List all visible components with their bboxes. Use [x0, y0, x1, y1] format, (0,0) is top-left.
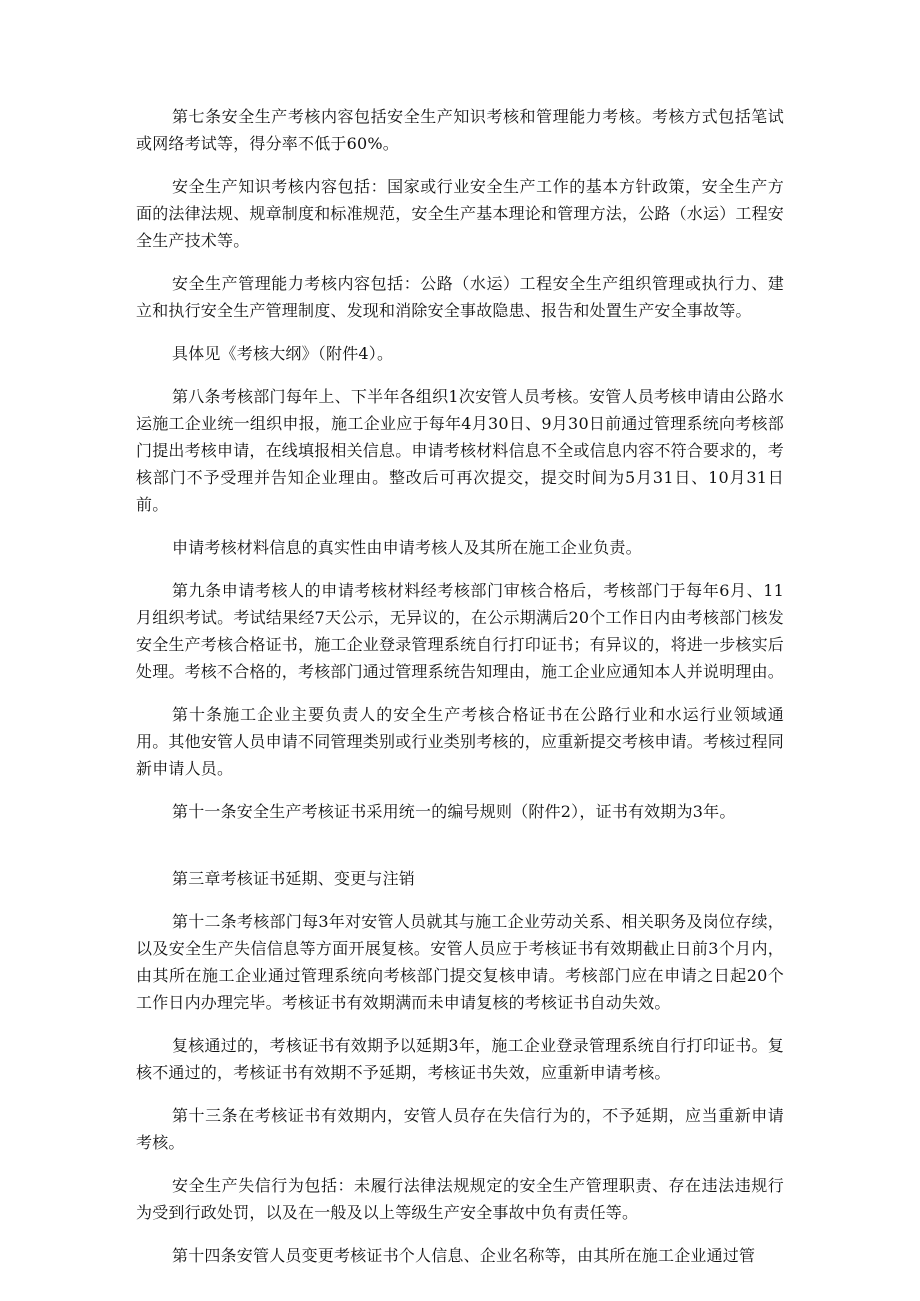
paragraph-article-14: 第十四条安管人员变更考核证书个人信息、企业名称等，由其所在施工企业通过管 [172, 1246, 756, 1265]
paragraph-knowledge-content: 安全生产知识考核内容包括：国家或行业安全生产工作的基本方针政策，安全生产方面的法律法规、规章制度和标准规范，安全生产基本理论和管理方法，公路（水运）工程安全生产技术等。 [136, 177, 785, 250]
paragraph-article-12: 第十二条考核部门每3年对安管人员就其与施工企业劳动关系、相关职务及岗位存续，以及安全生产失信信息等方面开展复核。安管人员应于考核证书有效期截止日前3个月内，由其所在施工企业通过管理系统向考核部门提交复核申请。考核部门应在申请之日起20个工作日内办理完毕。考核证书有效期满而未申请复核的考核证书自动失效。 [136, 912, 784, 1012]
chapter-title: 第三章考核证书延期、变更与注销 [172, 869, 416, 888]
paragraph-renewal: 复核通过的，考核证书有效期予以延期3年，施工企业登录管理系统自行打印证书。复核不通过的，考核证书有效期不予延期，考核证书失效，应重新申请考核。 [136, 1036, 784, 1082]
paragraph-article-13: 第十三条在考核证书有效期内，安管人员存在失信行为的，不予延期，应当重新申请考核。 [136, 1106, 784, 1152]
paragraph-management-content: 安全生产管理能力考核内容包括：公路（水运）工程安全生产组织管理或执行力、建立和执行安全生产管理制度、发现和消除安全事故隐患、报告和处置生产安全事故等。 [136, 274, 784, 320]
paragraph-article-9: 第九条申请考核人的申请考核材料经考核部门审核合格后，考核部门于每年6月、11月组织考试。考试结果经7天公示，无异议的，在公示期满后20个工作日内由考核部门核发安全生产考核合格证书，施工企业登录管理系统自行打印证书；有异议的，将进一步核实后处理。考核不合格的，考核部门通过管理系统告知理由，施工企业应通知本人并说明理由。 [136, 581, 785, 681]
paragraph-dishonesty: 安全生产失信行为包括：未履行法律法规规定的安全生产管理职责、存在违法违规行为受到行政处罚，以及在一般及以上等级生产安全事故中负有责任等。 [136, 1176, 784, 1222]
paragraph-article-7: 第七条安全生产考核内容包括安全生产知识考核和管理能力考核。考核方式包括笔试或网络考试等，得分率不低于60%。 [136, 107, 784, 153]
paragraph-authenticity: 申请考核材料信息的真实性由申请考核人及其所在施工企业负责。 [172, 538, 642, 557]
paragraph-article-11: 第十一条安全生产考核证书采用统一的编号规则（附件2），证书有效期为3年。 [172, 802, 736, 821]
paragraph-article-8: 第八条考核部门每年上、下半年各组织1次安管人员考核。安管人员考核申请由公路水运施工企业统一组织申报，施工企业应于每年4月30日、9月30日前通过管理系统向考核部门提出考核申请，在线填报相关信息。申请考核材料信息不全或信息内容不符合要求的，考核部门不予受理并告知企业理由。整改后可再次提交，提交时间为5月31日、10月31日前。 [136, 387, 785, 514]
document-page [136, 103, 784, 1285]
paragraph-article-10: 第十条施工企业主要负责人的安全生产考核合格证书在公路行业和水运行业领域通用。其他安管人员申请不同管理类别或行业类别考核的，应重新提交考核申请。考核过程同新申请人员。 [136, 705, 785, 778]
paragraph-outline-reference: 具体见《考核大纲》（附件4）。 [172, 344, 394, 363]
